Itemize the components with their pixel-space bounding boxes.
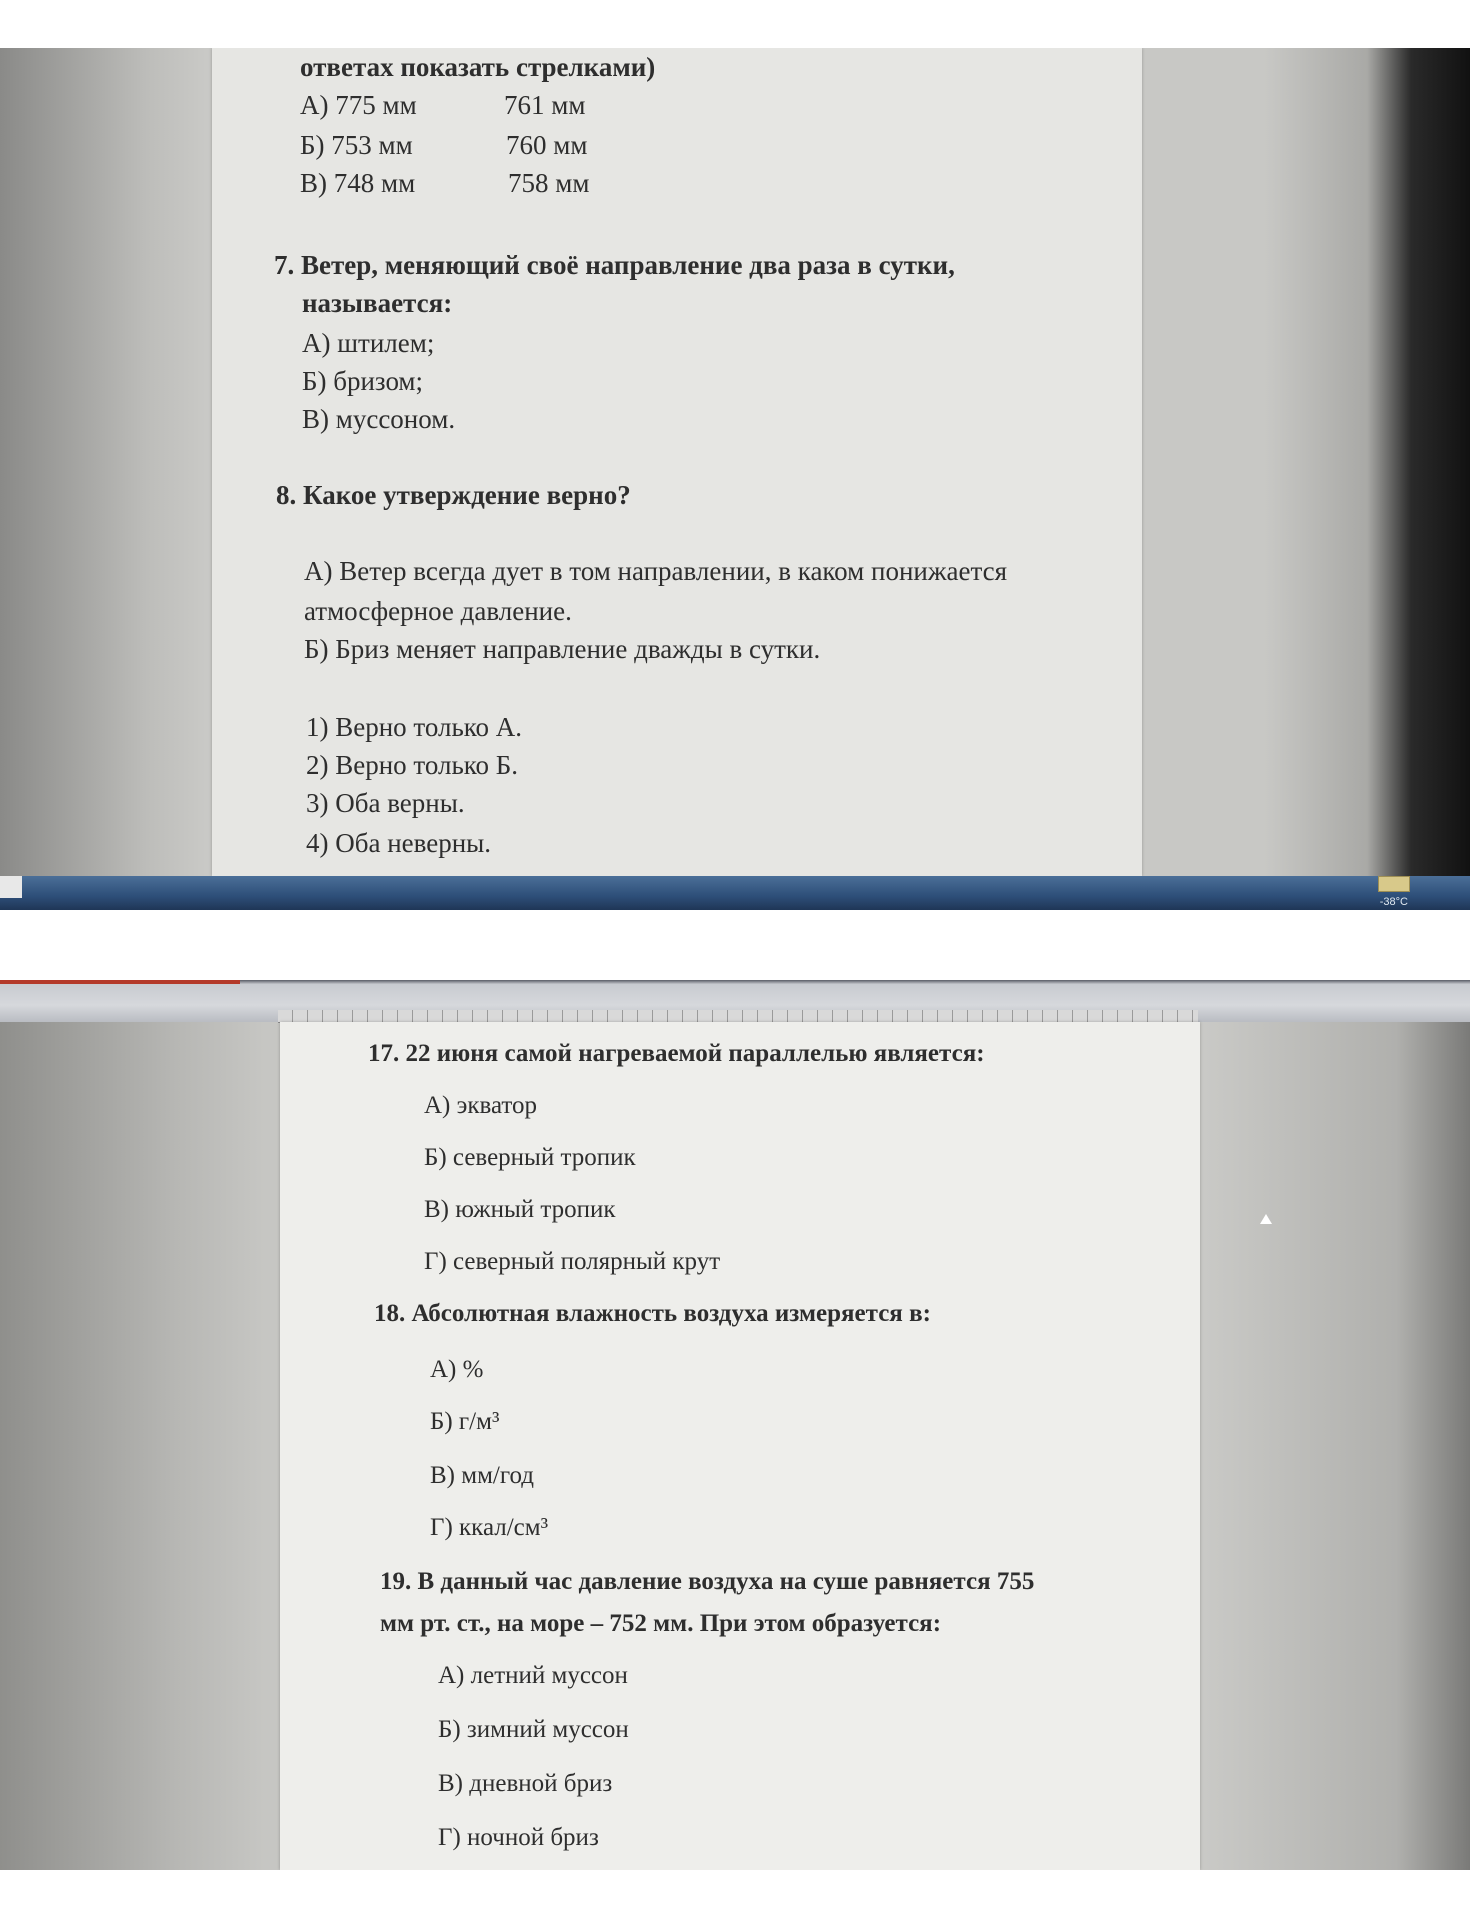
q8-choice-1: 1) Верно только А. [306,712,523,742]
q6-row-b-label: Б) 753 мм [300,130,413,160]
q6-row-c-label: В) 748 мм [300,168,416,198]
q18-option-b: Б) г/м³ [430,1408,500,1435]
q17-option-b: Б) северный тропик [424,1144,636,1171]
q7-option-c: В) муссоном. [302,404,456,434]
q8-statement-a-line1: А) Ветер всегда дует в том направлении, в каком понижается [304,556,1008,586]
document-page-bottom [280,1022,1200,1870]
word-ribbon [0,980,1470,1022]
top-photo [0,48,1470,910]
q19-option-a: А) летний муссон [438,1662,628,1689]
q6-row-c-value: 758 мм [508,168,590,198]
ribbon-highlight [0,980,240,984]
q19-option-b: Б) зимний муссон [438,1716,629,1743]
q8-title: 8. Какое утверждение верно? [276,480,631,510]
q6-row-b-value: 760 мм [506,130,588,160]
tray-temperature: -38°C [1379,896,1408,908]
q8-choice-4: 4) Оба неверны. [306,828,492,858]
q7-line2: называется: [302,288,453,318]
q7-option-b: Б) бризом; [302,366,424,396]
bottom-photo [0,980,1470,1870]
taskbar-left-item[interactable] [0,876,22,898]
q8-choice-2: 2) Верно только Б. [306,750,519,780]
q7-option-a: А) штилем; [302,328,435,358]
q18-title: 18. Абсолютная влажность воздуха измеряется в: [374,1300,931,1327]
q19-line1: 19. В данный час давление воздуха на суше равняется 755 [380,1568,1035,1595]
q17-title: 17. 22 июня самой нагреваемой параллелью является: [368,1040,985,1067]
q17-option-d: Г) северный полярный крут [424,1248,721,1275]
taskbar [0,876,1470,910]
q17-option-a: А) экватор [424,1092,538,1119]
document-page-top [212,48,1142,876]
q18-option-d: Г) ккал/см³ [430,1514,549,1541]
q19-option-c: В) дневной бриз [438,1770,613,1797]
q6-row-a-label: А) 775 мм [300,90,417,120]
q8-choice-3: 3) Оба верны. [306,788,465,818]
q7-line1: 7. Ветер, меняющий своё направление два раза в сутки, [274,250,955,280]
q8-statement-b: Б) Бриз меняет направление дважды в сутки. [304,634,821,664]
q18-option-a: А) % [430,1356,484,1383]
q18-option-c: В) мм/год [430,1462,534,1489]
q19-option-d: Г) ночной бриз [438,1824,599,1851]
tray-language-icon[interactable] [1378,876,1410,892]
q6-tail: ответах показать стрелками) [300,52,656,82]
mouse-cursor-icon [1260,1214,1272,1224]
q6-row-a-value: 761 мм [504,90,586,120]
q17-option-c: В) южный тропик [424,1196,616,1223]
q8-statement-a-line2: атмосферное давление. [304,596,572,626]
q19-line2: мм рт. ст., на море – 752 мм. При этом образуется: [380,1610,942,1637]
